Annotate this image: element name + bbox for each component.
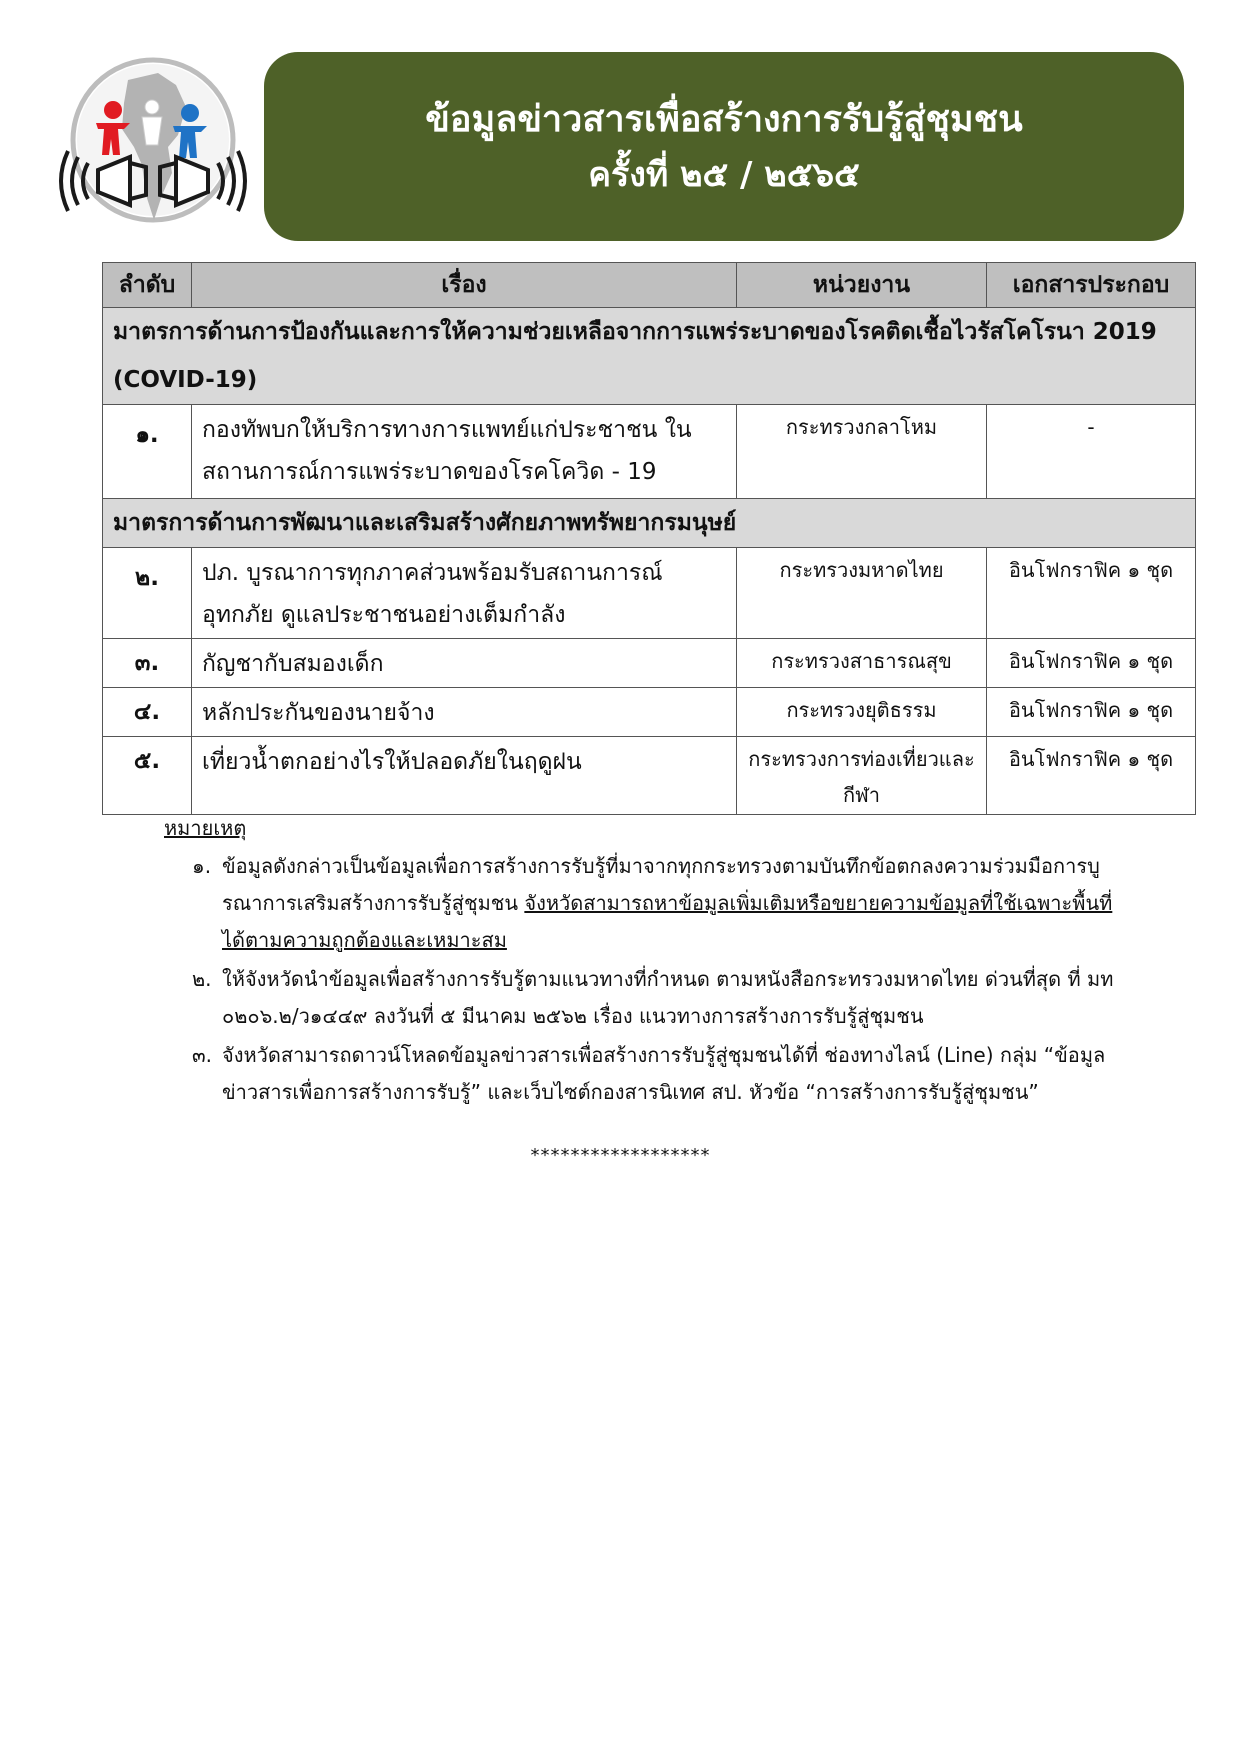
note-number: ๒.	[192, 967, 212, 991]
row-subject: กองทัพบกให้บริการทางการแพทย์แก่ประชาชน ในสถานการณ์การแพร่ระบาดของโรคโควิด - 19	[192, 405, 737, 499]
table-row	[103, 737, 1196, 815]
row-number: ๕.	[103, 737, 192, 815]
note-text: จังหวัดสามารถดาวน์โหลดข้อมูลข่าวสารเพื่อสร้างการรับรู้สู่ชุมชนได้ที่ ช่องทางไลน์ (Line) กลุ่ม “ข้อมูลข่าวสารเพื่อการสร้างการรับรู้” และเว็บไซต์กองสารนิเทศ สป. หัวข้อ “การสร้างการรับรู้สู่ชุมชน”	[222, 1043, 1106, 1104]
notes-title: หมายเหตุ	[164, 816, 247, 840]
header-subject: เรื่อง	[192, 263, 737, 308]
table-row	[103, 548, 1196, 639]
note-item	[192, 1037, 1132, 1111]
logo	[58, 55, 248, 235]
person-white-icon	[142, 100, 162, 145]
row-subject: หลักประกันของนายจ้าง	[192, 688, 737, 737]
row-attachment: อินโฟกราฟิค ๑ ชุด	[987, 548, 1196, 639]
note-item	[192, 848, 1132, 959]
notes-list	[192, 848, 1132, 1113]
row-number: ๒.	[103, 548, 192, 639]
header-agency: หน่วยงาน	[737, 263, 987, 308]
row-subject: กัญชากับสมองเด็ก	[192, 639, 737, 688]
row-subject: ปภ. บูรณาการทุกภาคส่วนพร้อมรับสถานการณ์อุทกภัย ดูแลประชาชนอย่างเต็มกำลัง	[192, 548, 737, 639]
note-text	[222, 848, 1132, 959]
note-number: ๑.	[192, 854, 212, 878]
items-table	[102, 262, 1196, 815]
table-row	[103, 639, 1196, 688]
section-row-human-resources	[103, 499, 1196, 548]
end-separator: ******************	[530, 1145, 711, 1166]
table-header-row	[103, 263, 1196, 308]
row-attachment: อินโฟกราฟิค ๑ ชุด	[987, 737, 1196, 815]
logo-graphic	[58, 55, 248, 235]
note-text-plain: ข้อมูลดังกล่าวเป็นข้อมูลเพื่อการสร้างการรับรู้ที่มาจากทุกกระทรวงตามบันทึกข้อตกลงความร่วมมือการบูรณาการเสริมสร้างการรับรู้สู่ชุมชน	[222, 854, 1100, 915]
row-attachment: อินโฟกราฟิค ๑ ชุด	[987, 639, 1196, 688]
row-agency: กระทรวงการท่องเที่ยวและกีฬา	[737, 737, 987, 815]
row-agency: กระทรวงมหาดไทย	[737, 548, 987, 639]
section-title-covid: มาตรการด้านการป้องกันและการให้ความช่วยเหลือจากการแพร่ระบาดของโรคติดเชื้อไวรัสโคโรนา 2019 (COVID-19)	[103, 308, 1196, 405]
title-banner	[264, 52, 1184, 241]
section-row-covid	[103, 308, 1196, 405]
section-title-human-resources: มาตรการด้านการพัฒนาและเสริมสร้างศักยภาพทรัพยากรมนุษย์	[103, 499, 1196, 548]
note-text-underlined: จังหวัดสามารถหาข้อมูลเพิ่มเติมหรือขยายความข้อมูลที่ใช้เฉพาะพื้นที่ได้ตามความถูกต้องและเหมาะสม	[222, 891, 1113, 952]
table-row	[103, 688, 1196, 737]
row-agency: กระทรวงกลาโหม	[737, 405, 987, 499]
note-text: ให้จังหวัดนำข้อมูลเพื่อสร้างการรับรู้ตามแนวทางที่กำหนด ตามหนังสือกระทรวงมหาดไทย ด่วนที่สุด ที่ มท ๐๒๐๖.๒/ว๑๔๔๙ ลงวันที่ ๕ มีนาคม ๒๕๖๒ เรื่อง แนวทางการสร้างการรับรู้สู่ชุมชน	[222, 967, 1114, 1028]
note-number: ๓.	[192, 1043, 213, 1067]
row-number: ๓.	[103, 639, 192, 688]
note-item	[192, 961, 1132, 1035]
row-agency: กระทรวงสาธารณสุข	[737, 639, 987, 688]
banner-title: ข้อมูลข่าวสารเพื่อสร้างการรับรู้สู่ชุมชน	[425, 98, 1023, 140]
row-subject: เที่ยวน้ำตกอย่างไรให้ปลอดภัยในฤดูฝน	[192, 737, 737, 815]
row-attachment: -	[987, 405, 1196, 499]
row-agency: กระทรวงยุติธรรม	[737, 688, 987, 737]
banner-subtitle: ครั้งที่ ๒๕ / ๒๕๖๕	[588, 154, 860, 195]
row-number: ๔.	[103, 688, 192, 737]
header-attachment: เอกสารประกอบ	[987, 263, 1196, 308]
table-row	[103, 405, 1196, 499]
header-order: ลำดับ	[103, 263, 192, 308]
row-number: ๑.	[103, 405, 192, 499]
row-attachment: อินโฟกราฟิค ๑ ชุด	[987, 688, 1196, 737]
